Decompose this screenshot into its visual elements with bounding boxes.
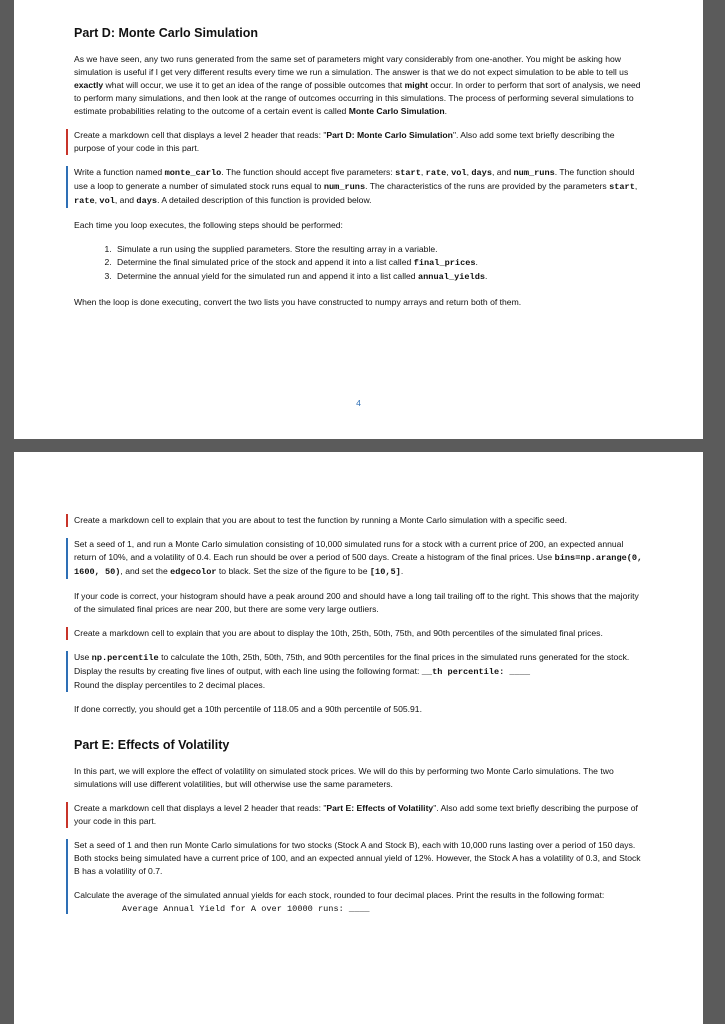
instruction-markdown-percentiles: Create a markdown cell to explain that you are about to display the 10th, 25th, 50th, 75th, and 90th percentiles of the simulated final prices. bbox=[66, 627, 648, 640]
instruction-average-yield: Calculate the average of the simulated annual yields for each stock, rounded to four decimal places. Print the results in the following format: bbox=[74, 890, 605, 900]
part-e-heading: Part E: Effects of Volatility bbox=[74, 738, 230, 752]
document-page-4 bbox=[14, 0, 703, 439]
loop-intro: Each time you loop executes, the following steps should be performed: bbox=[74, 220, 343, 230]
list-item: 2. Determine the final simulated price of the stock and append it into a list called final_prices. bbox=[114, 256, 648, 270]
instruction-markdown-cell: Create a markdown cell that displays a level 2 header that reads: "Part D: Monte Carlo Simulation". Also add some text briefly describing the purpose of your code in this part. bbox=[66, 129, 648, 155]
instruction-two-stocks: Set a seed of 1 and then run Monte Carlo simulations for two stocks (Stock A and Stock B), each with 10,000 runs lasting over a period of 150 days. Both stocks being simulated have a current price of 100, and an expected annual yield of 12%. However, the Stock A has a volatility of 0.3, and Stock B has a volatility of 0.7. bbox=[74, 840, 641, 876]
list-item: 1. Simulate a run using the supplied parameters. Store the resulting array in a variable. bbox=[114, 243, 648, 256]
instruction-volatility-block bbox=[66, 839, 648, 914]
instruction-markdown-part-e: Create a markdown cell that displays a level 2 header that reads: "Part E: Effects of Volatility". Also add some text briefly describing the purpose of your code in this part. bbox=[66, 802, 648, 828]
instruction-percentiles: Use np.percentile to calculate the 10th, 25th, 50th, 75th, and 90th percentiles for the final prices in the simulated runs generated for the stock. Display the results by creating five lines of output, with each line using the following format: __th percentile: ____ Round the display percentiles to 2 decimal places. bbox=[66, 651, 648, 692]
loop-done-text: When the loop is done executing, convert the two lists you have constructed to numpy arrays and return both of them. bbox=[74, 297, 522, 307]
part-e-intro: In this part, we will explore the effect of volatility on simulated stock prices. We will do this by performing two Monte Carlo simulations. The two simulations will use different volatilities, but will otherwise use the same parameters. bbox=[74, 766, 614, 789]
part-d-intro: As we have seen, any two runs generated from the same set of parameters might vary considerably from one-another. You might be asking how simulation is useful if I get very different results every time we run a simulation. The answer is that we do not expect simulation to be able to tell us exactly what will occur, we use it to get an idea of the range of possible outcomes that might occur. In order to perform that sort of analysis, we need to perform many simulations, and then look at the range of outcomes occurring in this simulations. The process of performing several simulations to estimate probabilities relating to the outcome of a certain event is called Monte Carlo Simulation. bbox=[74, 54, 641, 116]
instruction-function: Write a function named monte_carlo. The function should accept five parameters: start, rate, vol, days, and num_runs. The function should use a loop to generate a number of simulated stock runs equal to num_runs. The characteristics of the runs are provided by the parameters start, rate, vol, and days. A detailed description of this function is provided below. bbox=[66, 166, 648, 208]
output-format-line: Average Annual Yield for A over 10000 runs: ____ bbox=[122, 904, 370, 914]
page-number: 4 bbox=[356, 398, 361, 408]
part-d-heading: Part D: Monte Carlo Simulation bbox=[74, 26, 259, 40]
instruction-seed-simulation: Set a seed of 1, and run a Monte Carlo simulation consisting of 10,000 simulated runs for a stock with a current price of 200, an expected annual return of 10%, and a volatility of 0.4. Each run should be over a period of 500 days. Create a histogram of the final prices. Use bins=np.arange(0, 1600, 50), and set the edgecolor to black. Set the size of the figure to be [10,5]. bbox=[66, 538, 648, 579]
instruction-markdown-test: Create a markdown cell to explain that you are about to test the function by running a Monte Carlo simulation with a specific seed. bbox=[66, 514, 648, 527]
percentile-expectation: If done correctly, you should get a 10th percentile of 118.05 and a 90th percentile of 505.91. bbox=[74, 704, 422, 714]
document-page-5 bbox=[14, 452, 703, 1024]
histogram-expectation: If your code is correct, your histogram should have a peak around 200 and should have a long tail trailing off to the right. This shows that the majority of the simulated final prices are near 200, but there are some very large outliers. bbox=[74, 591, 639, 614]
loop-steps-list bbox=[74, 243, 648, 284]
list-item: 3. Determine the annual yield for the simulated run and append it into a list called annual_yields. bbox=[114, 270, 648, 284]
